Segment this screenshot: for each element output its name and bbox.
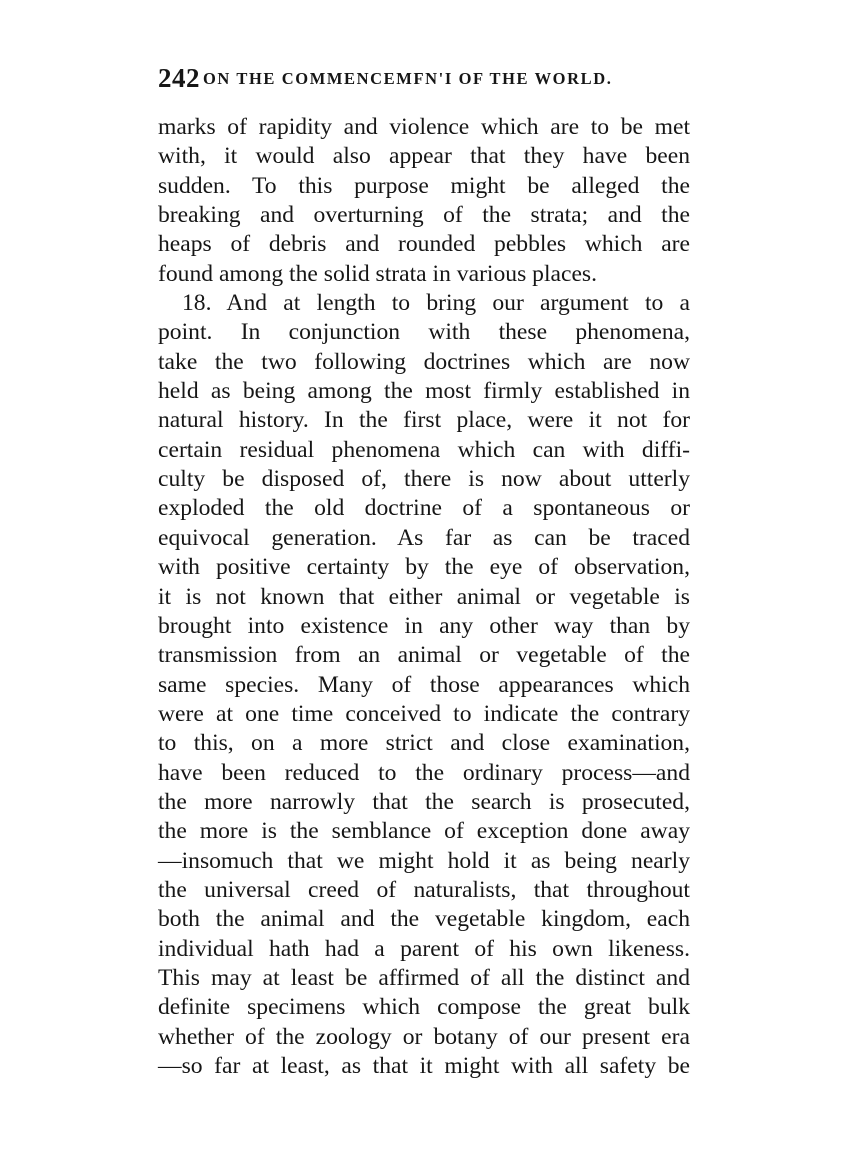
text-line: have been reduced to the ordinary process—and xyxy=(158,759,690,786)
text-line: transmission from an animal or vegetable of the xyxy=(158,642,690,669)
page-header xyxy=(158,58,698,98)
page-number: 242 xyxy=(158,63,200,93)
text-line: take the two following doctrines which are now xyxy=(158,348,690,375)
text-line: breaking and overturning of the strata; and the xyxy=(158,202,690,229)
text-line: culty be disposed of, there is now about utterly xyxy=(158,466,690,493)
text-line: natural history. In the first place, were it not for xyxy=(158,407,690,434)
text-line: whether of the zoology or botany of our present era xyxy=(158,1023,690,1050)
text-line: individual hath had a parent of his own likeness. xyxy=(158,935,690,962)
text-line: brought into existence in any other way than by xyxy=(158,612,690,639)
text-line: found among the solid strata in various places. xyxy=(158,260,598,287)
text-line: definite specimens which compose the great bulk xyxy=(158,994,690,1021)
text-line: it is not known that either animal or vegetable is xyxy=(158,583,690,610)
text-line: to this, on a more strict and close examination, xyxy=(158,730,690,757)
text-line: with, it would also appear that they have been xyxy=(158,143,690,170)
text-line: the more narrowly that the search is prosecuted, xyxy=(158,788,690,815)
text-line: This may at least be affirmed of all the distinct and xyxy=(158,964,690,991)
text-line: point. In conjunction with these phenomena, xyxy=(158,319,690,346)
text-line: —so far at least, as that it might with all safety be xyxy=(158,1053,690,1079)
text-line: sudden. To this purpose might be alleged the xyxy=(158,172,690,199)
text-line: both the animal and the vegetable kingdom, each xyxy=(158,906,690,933)
text-line: same species. Many of those appearances which xyxy=(158,671,690,698)
text-line: the more is the semblance of exception done away xyxy=(158,818,690,845)
text-line: were at one time conceived to indicate the contrary xyxy=(158,700,690,727)
text-line: with positive certainty by the eye of observation, xyxy=(158,554,690,581)
text-line: heaps of debris and rounded pebbles which are xyxy=(158,231,690,258)
text-line: marks of rapidity and violence which are to be met xyxy=(158,114,690,140)
body-text xyxy=(158,113,690,1081)
text-line: the universal creed of naturalists, that throughout xyxy=(158,876,690,903)
text-line: —insomuch that we might hold it as being nearly xyxy=(158,847,690,874)
running-title: ON THE COMMENCEMFN'I OF THE WORLD. xyxy=(203,69,613,88)
paragraph-start-line: 18. And at length to bring our argument to a xyxy=(182,290,690,317)
text-line: equivocal generation. As far as can be traced xyxy=(158,524,690,551)
text-line: exploded the old doctrine of a spontaneous or xyxy=(158,495,690,522)
text-line: certain residual phenomena which can with diffi- xyxy=(158,436,690,463)
text-line: held as being among the most firmly established in xyxy=(158,378,690,405)
